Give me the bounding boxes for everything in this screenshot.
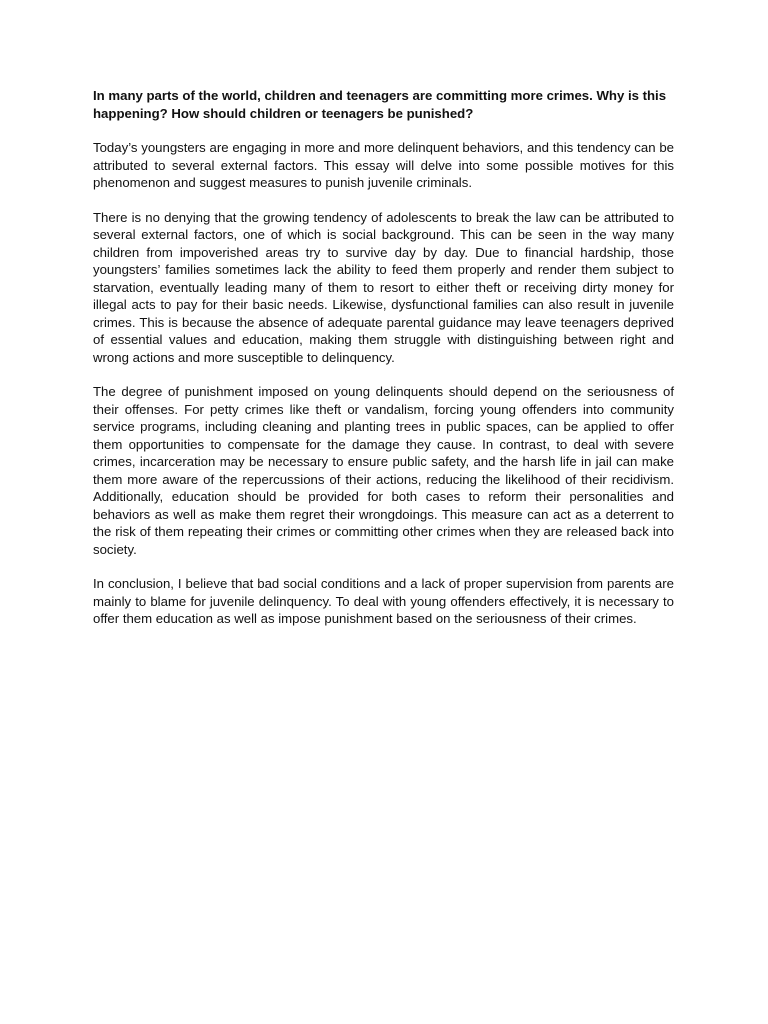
paragraph-causes: There is no denying that the growing tendency of adolescents to break the law can be attributed to several external factors, one of which is social background. This can be seen in the way many children from impoverished areas try to survive day by day. Due to financial hardship, those youngsters’ families sometimes lack the ability to feed them properly and render them subject to starvation, eventually leading many of them to resort to either theft or receiving dirty money for illegal acts to pay for their basic needs. Likewise, dysfunctional families can also result in juvenile crimes. This is because the absence of adequate parental guidance may leave teenagers deprived of essential values and education, making them struggle with distinguishing between right and wrong actions and more susceptible to delinquency. [93,209,674,365]
essay-page [93,87,674,645]
paragraph-punishment: The degree of punishment imposed on young delinquents should depend on the seriousness of their offenses. For petty crimes like theft or vandalism, forcing young offenders into community service programs, including cleaning and planting trees in public spaces, can be applied to offer them opportunities to compensate for the damage they cause. In contrast, to deal with severe crimes, incarceration may be necessary to ensure public safety, and the harsh life in jail can make them more aware of the repercussions of their actions, reducing the likelihood of their recidivism. Additionally, education should be provided for both cases to reform their personalities and behaviors as well as make them regret their wrongdoings. This measure can act as a deterrent to the risk of them repeating their crimes or committing other crimes when they are released back into society. [93,384,674,557]
paragraph-introduction: Today’s youngsters are engaging in more and more delinquent behaviors, and this tendency can be attributed to several external factors. This essay will delve into some possible motives for this phenomenon and suggest measures to punish juvenile criminals. [93,140,674,190]
paragraph-conclusion: In conclusion, I believe that bad social conditions and a lack of proper supervision from parents are mainly to blame for juvenile delinquency. To deal with young offenders effectively, it is necessary to offer them education as well as impose punishment based on the seriousness of their crimes. [93,576,674,626]
essay-prompt: In many parts of the world, children and teenagers are committing more crimes. Why is this happening? How should children or teenagers be punished? [93,88,667,121]
